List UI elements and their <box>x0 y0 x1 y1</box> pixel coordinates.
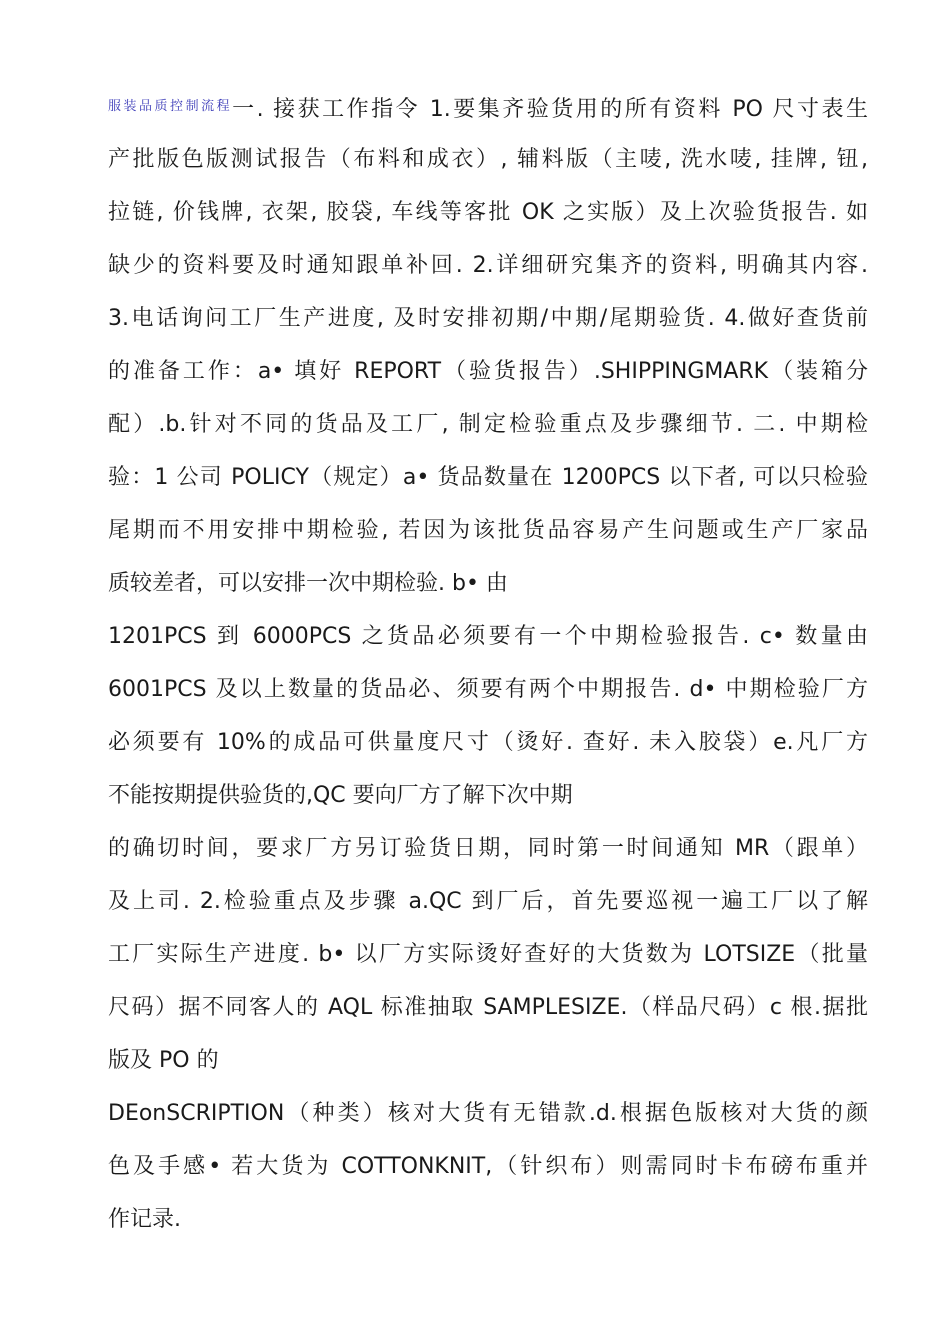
text-line-8: 验：1 公司 POLICY（规定）a• 货品数量在 1200PCS 以下者, 可以只检验 <box>108 465 868 490</box>
text-line-19: 版及 PO 的 <box>108 1048 219 1073</box>
text-line-4: 缺少的资料要及时通知跟单补回. 2.详细研究集齐的资料, 明确其内容. <box>108 253 868 278</box>
document-body <box>108 80 868 1246</box>
text-line-15: 的确切时间，要求厂方另订验货日期，同时第一时间通知 MR（跟单） <box>108 836 868 861</box>
text-line-17: 工厂实际生产进度. b• 以厂方实际烫好查好的大货数为 LOTSIZE（批量 <box>108 942 868 967</box>
text-line-20: DEonSCRIPTION（种类）核对大货有无错款.d.根据色版核对大货的颜 <box>108 1101 868 1126</box>
text-line-3: 拉链, 价钱牌, 衣架, 胶袋, 车线等客批 OK 之实版）及上次验货报告. 如 <box>108 200 868 225</box>
text-line-10: 质较差者，可以安排一次中期检验. b• 由 <box>108 571 508 596</box>
document-header-label: 服装品质控制流程 <box>108 99 233 114</box>
text-line-12: 6001PCS 及以上数量的货品必、须要有两个中期报告. d• 中期检验厂方 <box>108 677 868 702</box>
line-text: 一. 接获工作指令 1.要集齐验货用的所有资料 PO 尺寸表生 <box>232 97 868 122</box>
text-line-18: 尺码）据不同客人的 AQL 标准抽取 SAMPLESIZE.（样品尺码）c 根.据批 <box>108 995 868 1020</box>
text-line-2: 产批版色版测试报告（布料和成衣）, 辅料版（主唛, 洗水唛, 挂牌, 钮, <box>108 147 868 172</box>
text-line-7: 配）.b.针对不同的货品及工厂, 制定检验重点及步骤细节. 二. 中期检 <box>108 412 868 437</box>
text-line-1 <box>108 80 868 133</box>
text-line-5: 3.电话询问工厂生产进度, 及时安排初期/中期/尾期验货. 4.做好查货前 <box>108 306 868 331</box>
text-line-22: 作记录. <box>108 1207 181 1232</box>
text-line-14: 不能按期提供验货的,QC 要向厂方了解下次中期 <box>108 783 573 808</box>
text-line-6: 的准备工作：a• 填好 REPORT（验货报告）.SHIPPINGMARK（装箱分 <box>108 359 868 384</box>
text-line-13: 必须要有 10%的成品可供量度尺寸（烫好. 查好. 未入胶袋）e.凡厂方 <box>108 730 868 755</box>
text-line-21: 色及手感• 若大货为 COTTONKNIT,（针织布）则需同时卡布磅布重并 <box>108 1154 868 1179</box>
text-line-11: 1201PCS 到 6000PCS 之货品必须要有一个中期检验报告. c• 数量由 <box>108 624 868 649</box>
text-line-9: 尾期而不用安排中期检验, 若因为该批货品容易产生问题或生产厂家品 <box>108 518 868 543</box>
text-line-16: 及上司. 2.检验重点及步骤 a.QC 到厂后，首先要巡视一遍工厂以了解 <box>108 889 868 914</box>
